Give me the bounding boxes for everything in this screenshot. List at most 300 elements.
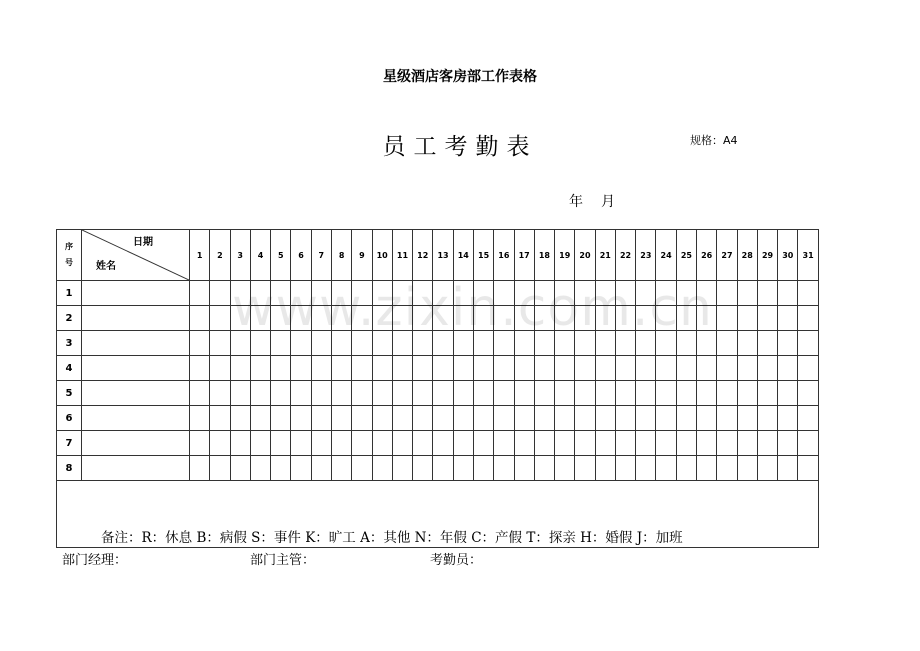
table-row	[57, 456, 819, 481]
employee-name-cell[interactable]	[82, 281, 190, 306]
attendance-cell-day-5[interactable]	[271, 306, 291, 331]
attendance-cell-day-6[interactable]	[291, 456, 311, 481]
attendance-cell-day-1[interactable]	[190, 356, 210, 381]
attendance-cell-day-4[interactable]	[250, 281, 270, 306]
row-index: 3	[57, 331, 82, 356]
day-header-20: 20	[575, 230, 595, 281]
attendance-cell-day-6[interactable]	[291, 331, 311, 356]
attendance-cell-day-27[interactable]	[717, 281, 737, 306]
attendance-cell-day-21[interactable]	[595, 281, 615, 306]
attendance-cell-day-21[interactable]	[595, 406, 615, 431]
attendance-cell-day-13[interactable]	[433, 456, 453, 481]
attendance-cell-day-20[interactable]	[575, 331, 595, 356]
header-date-name-cell	[82, 230, 190, 281]
attendance-cell-day-3[interactable]	[230, 431, 250, 456]
attendance-cell-day-5[interactable]	[271, 456, 291, 481]
attendance-cell-day-25[interactable]	[676, 331, 696, 356]
attendance-cell-day-17[interactable]	[514, 456, 534, 481]
attendance-cell-day-7[interactable]	[311, 281, 331, 306]
attendance-cell-day-29[interactable]	[757, 281, 777, 306]
attendance-cell-day-18[interactable]	[534, 281, 554, 306]
attendance-cell-day-8[interactable]	[331, 381, 351, 406]
attendance-cell-day-8[interactable]	[331, 406, 351, 431]
attendance-cell-day-28[interactable]	[737, 306, 757, 331]
attendance-cell-day-23[interactable]	[636, 306, 656, 331]
attendance-cell-day-20[interactable]	[575, 281, 595, 306]
attendance-cell-day-25[interactable]	[676, 281, 696, 306]
attendance-cell-day-12[interactable]	[413, 331, 433, 356]
attendance-cell-day-4[interactable]	[250, 406, 270, 431]
attendance-cell-day-11[interactable]	[392, 431, 412, 456]
attendance-cell-day-1[interactable]	[190, 456, 210, 481]
attendance-cell-day-23[interactable]	[636, 331, 656, 356]
attendance-cell-day-12[interactable]	[413, 281, 433, 306]
attendance-cell-day-16[interactable]	[494, 331, 514, 356]
day-header-2: 2	[210, 230, 230, 281]
attendance-cell-day-29[interactable]	[757, 306, 777, 331]
attendance-cell-day-4[interactable]	[250, 356, 270, 381]
attendance-cell-day-3[interactable]	[230, 281, 250, 306]
attendance-cell-day-7[interactable]	[311, 381, 331, 406]
attendance-cell-day-29[interactable]	[757, 381, 777, 406]
attendance-cell-day-14[interactable]	[453, 456, 473, 481]
attendance-cell-day-17[interactable]	[514, 431, 534, 456]
attendance-cell-day-4[interactable]	[250, 381, 270, 406]
attendance-cell-day-19[interactable]	[555, 456, 575, 481]
attendance-cell-day-9[interactable]	[352, 456, 372, 481]
paper-spec: 规格：A4	[690, 134, 738, 147]
header-row	[57, 230, 819, 281]
attendance-cell-day-22[interactable]	[615, 356, 635, 381]
attendance-cell-day-21[interactable]	[595, 431, 615, 456]
attendance-cell-day-12[interactable]	[413, 356, 433, 381]
attendance-cell-day-15[interactable]	[473, 431, 493, 456]
attendance-cell-day-1[interactable]	[190, 431, 210, 456]
attendance-cell-day-14[interactable]	[453, 306, 473, 331]
attendance-cell-day-30[interactable]	[778, 431, 798, 456]
attendance-cell-day-2[interactable]	[210, 356, 230, 381]
attendance-cell-day-6[interactable]	[291, 381, 311, 406]
attendance-cell-day-20[interactable]	[575, 431, 595, 456]
attendance-cell-day-14[interactable]	[453, 356, 473, 381]
attendance-cell-day-19[interactable]	[555, 306, 575, 331]
attendance-cell-day-31[interactable]	[798, 356, 818, 381]
attendance-cell-day-30[interactable]	[778, 406, 798, 431]
attendance-cell-day-27[interactable]	[717, 406, 737, 431]
attendance-cell-day-16[interactable]	[494, 431, 514, 456]
day-header-26: 26	[697, 230, 717, 281]
attendance-cell-day-27[interactable]	[717, 331, 737, 356]
employee-name-cell[interactable]	[82, 306, 190, 331]
attendance-cell-day-15[interactable]	[473, 456, 493, 481]
header-name-label: 姓名	[96, 261, 116, 272]
attendance-cell-day-18[interactable]	[534, 331, 554, 356]
attendance-cell-day-17[interactable]	[514, 331, 534, 356]
attendance-cell-day-15[interactable]	[473, 356, 493, 381]
attendance-cell-day-1[interactable]	[190, 406, 210, 431]
attendance-cell-day-12[interactable]	[413, 381, 433, 406]
attendance-cell-day-30[interactable]	[778, 356, 798, 381]
attendance-cell-day-27[interactable]	[717, 356, 737, 381]
attendance-table	[56, 229, 819, 548]
attendance-cell-day-17[interactable]	[514, 281, 534, 306]
attendance-cell-day-21[interactable]	[595, 356, 615, 381]
attendance-cell-day-28[interactable]	[737, 381, 757, 406]
day-header-24: 24	[656, 230, 676, 281]
attendance-cell-day-20[interactable]	[575, 306, 595, 331]
attendance-cell-day-6[interactable]	[291, 406, 311, 431]
attendance-cell-day-30[interactable]	[778, 456, 798, 481]
attendance-cell-day-24[interactable]	[656, 431, 676, 456]
day-header-22: 22	[615, 230, 635, 281]
attendance-cell-day-20[interactable]	[575, 381, 595, 406]
attendance-cell-day-18[interactable]	[534, 356, 554, 381]
attendance-cell-day-15[interactable]	[473, 281, 493, 306]
day-header-29: 29	[757, 230, 777, 281]
attendance-cell-day-19[interactable]	[555, 356, 575, 381]
attendance-cell-day-10[interactable]	[372, 381, 392, 406]
row-index: 2	[57, 306, 82, 331]
day-header-31: 31	[798, 230, 818, 281]
attendance-cell-day-29[interactable]	[757, 431, 777, 456]
attendance-cell-day-7[interactable]	[311, 456, 331, 481]
attendance-cell-day-26[interactable]	[697, 356, 717, 381]
attendance-cell-day-2[interactable]	[210, 306, 230, 331]
table-row	[57, 406, 819, 431]
attendance-cell-day-19[interactable]	[555, 431, 575, 456]
attendance-cell-day-8[interactable]	[331, 456, 351, 481]
attendance-cell-day-12[interactable]	[413, 456, 433, 481]
attendance-cell-day-16[interactable]	[494, 306, 514, 331]
attendance-cell-day-2[interactable]	[210, 381, 230, 406]
attendance-cell-day-18[interactable]	[534, 431, 554, 456]
attendance-cell-day-4[interactable]	[250, 431, 270, 456]
employee-name-cell[interactable]	[82, 381, 190, 406]
attendance-cell-day-16[interactable]	[494, 381, 514, 406]
attendance-cell-day-1[interactable]	[190, 306, 210, 331]
attendance-cell-day-2[interactable]	[210, 281, 230, 306]
legend-notes: 备注：R：休息 B：病假 S：事件 K：旷工 A：其他 N：年假 C：产假 T：探亲 H：婚假 J：加班	[101, 530, 683, 546]
day-header-12: 12	[413, 230, 433, 281]
attendance-cell-day-10[interactable]	[372, 281, 392, 306]
attendance-cell-day-12[interactable]	[413, 431, 433, 456]
attendance-cell-day-20[interactable]	[575, 456, 595, 481]
attendance-cell-day-10[interactable]	[372, 306, 392, 331]
attendance-cell-day-11[interactable]	[392, 306, 412, 331]
attendance-cell-day-29[interactable]	[757, 456, 777, 481]
day-header-19: 19	[555, 230, 575, 281]
attendance-cell-day-11[interactable]	[392, 406, 412, 431]
attendance-cell-day-23[interactable]	[636, 281, 656, 306]
attendance-cell-day-28[interactable]	[737, 456, 757, 481]
attendance-cell-day-24[interactable]	[656, 456, 676, 481]
attendance-cell-day-21[interactable]	[595, 306, 615, 331]
attendance-cell-day-24[interactable]	[656, 281, 676, 306]
attendance-cell-day-31[interactable]	[798, 456, 818, 481]
attendance-cell-day-9[interactable]	[352, 281, 372, 306]
attendance-cell-day-18[interactable]	[534, 381, 554, 406]
attendance-cell-day-17[interactable]	[514, 306, 534, 331]
attendance-cell-day-3[interactable]	[230, 356, 250, 381]
employee-name-cell[interactable]	[82, 431, 190, 456]
day-header-16: 16	[494, 230, 514, 281]
attendance-cell-day-29[interactable]	[757, 356, 777, 381]
attendance-cell-day-13[interactable]	[433, 381, 453, 406]
attendance-cell-day-11[interactable]	[392, 281, 412, 306]
attendance-cell-day-25[interactable]	[676, 306, 696, 331]
watermark: www.zixin.com.cn	[232, 278, 713, 338]
attendance-cell-day-13[interactable]	[433, 356, 453, 381]
notes-row	[57, 481, 819, 548]
attendance-cell-day-10[interactable]	[372, 456, 392, 481]
attendance-cell-day-11[interactable]	[392, 356, 412, 381]
header-date-label: 日期	[133, 237, 153, 248]
attendance-cell-day-19[interactable]	[555, 281, 575, 306]
attendance-cell-day-28[interactable]	[737, 406, 757, 431]
attendance-cell-day-22[interactable]	[615, 381, 635, 406]
attendance-cell-day-9[interactable]	[352, 431, 372, 456]
attendance-cell-day-16[interactable]	[494, 406, 514, 431]
attendance-cell-day-13[interactable]	[433, 306, 453, 331]
attendance-cell-day-13[interactable]	[433, 431, 453, 456]
attendance-cell-day-26[interactable]	[697, 406, 717, 431]
attendance-cell-day-11[interactable]	[392, 331, 412, 356]
attendance-cell-day-25[interactable]	[676, 431, 696, 456]
attendance-cell-day-25[interactable]	[676, 456, 696, 481]
attendance-cell-day-15[interactable]	[473, 306, 493, 331]
employee-name-cell[interactable]	[82, 406, 190, 431]
attendance-cell-day-17[interactable]	[514, 381, 534, 406]
attendance-cell-day-16[interactable]	[494, 356, 514, 381]
attendance-cell-day-21[interactable]	[595, 456, 615, 481]
document-title: 星级酒店客房部工作表格	[383, 69, 537, 85]
attendance-cell-day-3[interactable]	[230, 406, 250, 431]
attendance-cell-day-18[interactable]	[534, 306, 554, 331]
attendance-cell-day-5[interactable]	[271, 431, 291, 456]
attendance-cell-day-1[interactable]	[190, 331, 210, 356]
attendance-cell-day-5[interactable]	[271, 281, 291, 306]
day-header-1: 1	[190, 230, 210, 281]
attendance-cell-day-26[interactable]	[697, 306, 717, 331]
attendance-cell-day-7[interactable]	[311, 306, 331, 331]
attendance-cell-day-28[interactable]	[737, 331, 757, 356]
day-header-3: 3	[230, 230, 250, 281]
day-header-18: 18	[534, 230, 554, 281]
attendance-cell-day-24[interactable]	[656, 306, 676, 331]
attendance-cell-day-5[interactable]	[271, 331, 291, 356]
attendance-cell-day-24[interactable]	[656, 381, 676, 406]
day-header-23: 23	[636, 230, 656, 281]
attendance-clerk-signature-label: 考勤员：	[430, 553, 483, 568]
attendance-cell-day-8[interactable]	[331, 281, 351, 306]
year-month-field	[569, 191, 615, 211]
attendance-cell-day-5[interactable]	[271, 406, 291, 431]
attendance-cell-day-18[interactable]	[534, 406, 554, 431]
attendance-cell-day-31[interactable]	[798, 381, 818, 406]
employee-name-cell[interactable]	[82, 331, 190, 356]
attendance-cell-day-14[interactable]	[453, 381, 473, 406]
attendance-cell-day-12[interactable]	[413, 306, 433, 331]
attendance-cell-day-30[interactable]	[778, 331, 798, 356]
attendance-cell-day-29[interactable]	[757, 406, 777, 431]
attendance-cell-day-25[interactable]	[676, 381, 696, 406]
attendance-cell-day-22[interactable]	[615, 306, 635, 331]
attendance-cell-day-26[interactable]	[697, 456, 717, 481]
attendance-cell-day-23[interactable]	[636, 406, 656, 431]
attendance-cell-day-12[interactable]	[413, 406, 433, 431]
attendance-cell-day-11[interactable]	[392, 456, 412, 481]
attendance-cell-day-26[interactable]	[697, 381, 717, 406]
attendance-cell-day-21[interactable]	[595, 331, 615, 356]
attendance-cell-day-6[interactable]	[291, 281, 311, 306]
table-row	[57, 281, 819, 306]
day-header-25: 25	[676, 230, 696, 281]
employee-name-cell[interactable]	[82, 456, 190, 481]
attendance-cell-day-26[interactable]	[697, 331, 717, 356]
day-header-28: 28	[737, 230, 757, 281]
attendance-cell-day-23[interactable]	[636, 381, 656, 406]
attendance-cell-day-27[interactable]	[717, 456, 737, 481]
attendance-cell-day-10[interactable]	[372, 356, 392, 381]
attendance-cell-day-5[interactable]	[271, 356, 291, 381]
attendance-cell-day-13[interactable]	[433, 406, 453, 431]
attendance-cell-day-10[interactable]	[372, 331, 392, 356]
attendance-cell-day-28[interactable]	[737, 431, 757, 456]
attendance-cell-day-6[interactable]	[291, 431, 311, 456]
attendance-cell-day-23[interactable]	[636, 431, 656, 456]
attendance-cell-day-22[interactable]	[615, 331, 635, 356]
attendance-cell-day-30[interactable]	[778, 281, 798, 306]
attendance-cell-day-3[interactable]	[230, 381, 250, 406]
attendance-cell-day-28[interactable]	[737, 356, 757, 381]
attendance-cell-day-2[interactable]	[210, 406, 230, 431]
attendance-cell-day-21[interactable]	[595, 381, 615, 406]
attendance-cell-day-30[interactable]	[778, 381, 798, 406]
attendance-cell-day-3[interactable]	[230, 306, 250, 331]
attendance-cell-day-6[interactable]	[291, 356, 311, 381]
attendance-cell-day-19[interactable]	[555, 331, 575, 356]
attendance-cell-day-28[interactable]	[737, 281, 757, 306]
attendance-cell-day-4[interactable]	[250, 331, 270, 356]
attendance-cell-day-5[interactable]	[271, 381, 291, 406]
attendance-cell-day-1[interactable]	[190, 281, 210, 306]
attendance-cell-day-4[interactable]	[250, 306, 270, 331]
attendance-cell-day-7[interactable]	[311, 331, 331, 356]
day-header-8: 8	[331, 230, 351, 281]
attendance-cell-day-22[interactable]	[615, 456, 635, 481]
attendance-cell-day-16[interactable]	[494, 281, 514, 306]
employee-name-cell[interactable]	[82, 356, 190, 381]
row-index: 7	[57, 431, 82, 456]
attendance-cell-day-9[interactable]	[352, 356, 372, 381]
attendance-cell-day-15[interactable]	[473, 381, 493, 406]
attendance-cell-day-2[interactable]	[210, 331, 230, 356]
attendance-cell-day-9[interactable]	[352, 381, 372, 406]
attendance-cell-day-14[interactable]	[453, 431, 473, 456]
attendance-cell-day-26[interactable]	[697, 431, 717, 456]
attendance-cell-day-26[interactable]	[697, 281, 717, 306]
attendance-cell-day-22[interactable]	[615, 281, 635, 306]
row-index: 5	[57, 381, 82, 406]
attendance-cell-day-31[interactable]	[798, 431, 818, 456]
attendance-cell-day-25[interactable]	[676, 356, 696, 381]
attendance-cell-day-6[interactable]	[291, 306, 311, 331]
attendance-cell-day-7[interactable]	[311, 356, 331, 381]
attendance-cell-day-14[interactable]	[453, 331, 473, 356]
attendance-cell-day-19[interactable]	[555, 381, 575, 406]
attendance-cell-day-7[interactable]	[311, 406, 331, 431]
attendance-cell-day-25[interactable]	[676, 406, 696, 431]
day-header-27: 27	[717, 230, 737, 281]
attendance-cell-day-14[interactable]	[453, 281, 473, 306]
attendance-cell-day-1[interactable]	[190, 381, 210, 406]
attendance-cell-day-7[interactable]	[311, 431, 331, 456]
day-header-14: 14	[453, 230, 473, 281]
sheet-title: 员工考勤表	[382, 134, 538, 160]
attendance-cell-day-24[interactable]	[656, 356, 676, 381]
attendance-cell-day-8[interactable]	[331, 431, 351, 456]
attendance-cell-day-31[interactable]	[798, 406, 818, 431]
attendance-cell-day-27[interactable]	[717, 306, 737, 331]
attendance-cell-day-9[interactable]	[352, 406, 372, 431]
attendance-cell-day-19[interactable]	[555, 406, 575, 431]
row-index: 4	[57, 356, 82, 381]
attendance-cell-day-23[interactable]	[636, 356, 656, 381]
day-header-4: 4	[250, 230, 270, 281]
day-header-5: 5	[271, 230, 291, 281]
attendance-cell-day-11[interactable]	[392, 381, 412, 406]
attendance-cell-day-16[interactable]	[494, 456, 514, 481]
attendance-cell-day-13[interactable]	[433, 331, 453, 356]
attendance-cell-day-10[interactable]	[372, 431, 392, 456]
attendance-cell-day-4[interactable]	[250, 456, 270, 481]
attendance-cell-day-2[interactable]	[210, 456, 230, 481]
attendance-cell-day-18[interactable]	[534, 456, 554, 481]
attendance-cell-day-27[interactable]	[717, 431, 737, 456]
attendance-cell-day-27[interactable]	[717, 381, 737, 406]
attendance-cell-day-9[interactable]	[352, 306, 372, 331]
attendance-cell-day-3[interactable]	[230, 331, 250, 356]
attendance-cell-day-20[interactable]	[575, 356, 595, 381]
attendance-cell-day-31[interactable]	[798, 281, 818, 306]
attendance-cell-day-22[interactable]	[615, 431, 635, 456]
attendance-cell-day-8[interactable]	[331, 306, 351, 331]
attendance-cell-day-17[interactable]	[514, 406, 534, 431]
attendance-cell-day-2[interactable]	[210, 431, 230, 456]
attendance-cell-day-31[interactable]	[798, 331, 818, 356]
attendance-cell-day-17[interactable]	[514, 356, 534, 381]
attendance-cell-day-23[interactable]	[636, 456, 656, 481]
attendance-cell-day-15[interactable]	[473, 406, 493, 431]
attendance-cell-day-13[interactable]	[433, 281, 453, 306]
day-header-17: 17	[514, 230, 534, 281]
attendance-cell-day-3[interactable]	[230, 456, 250, 481]
attendance-cell-day-22[interactable]	[615, 406, 635, 431]
row-index: 6	[57, 406, 82, 431]
attendance-cell-day-8[interactable]	[331, 356, 351, 381]
attendance-cell-day-24[interactable]	[656, 331, 676, 356]
attendance-cell-day-14[interactable]	[453, 406, 473, 431]
attendance-cell-day-10[interactable]	[372, 406, 392, 431]
attendance-cell-day-20[interactable]	[575, 406, 595, 431]
attendance-cell-day-8[interactable]	[331, 331, 351, 356]
attendance-cell-day-9[interactable]	[352, 331, 372, 356]
attendance-cell-day-15[interactable]	[473, 331, 493, 356]
attendance-cell-day-29[interactable]	[757, 331, 777, 356]
attendance-cell-day-31[interactable]	[798, 306, 818, 331]
attendance-cell-day-24[interactable]	[656, 406, 676, 431]
attendance-cell-day-30[interactable]	[778, 306, 798, 331]
